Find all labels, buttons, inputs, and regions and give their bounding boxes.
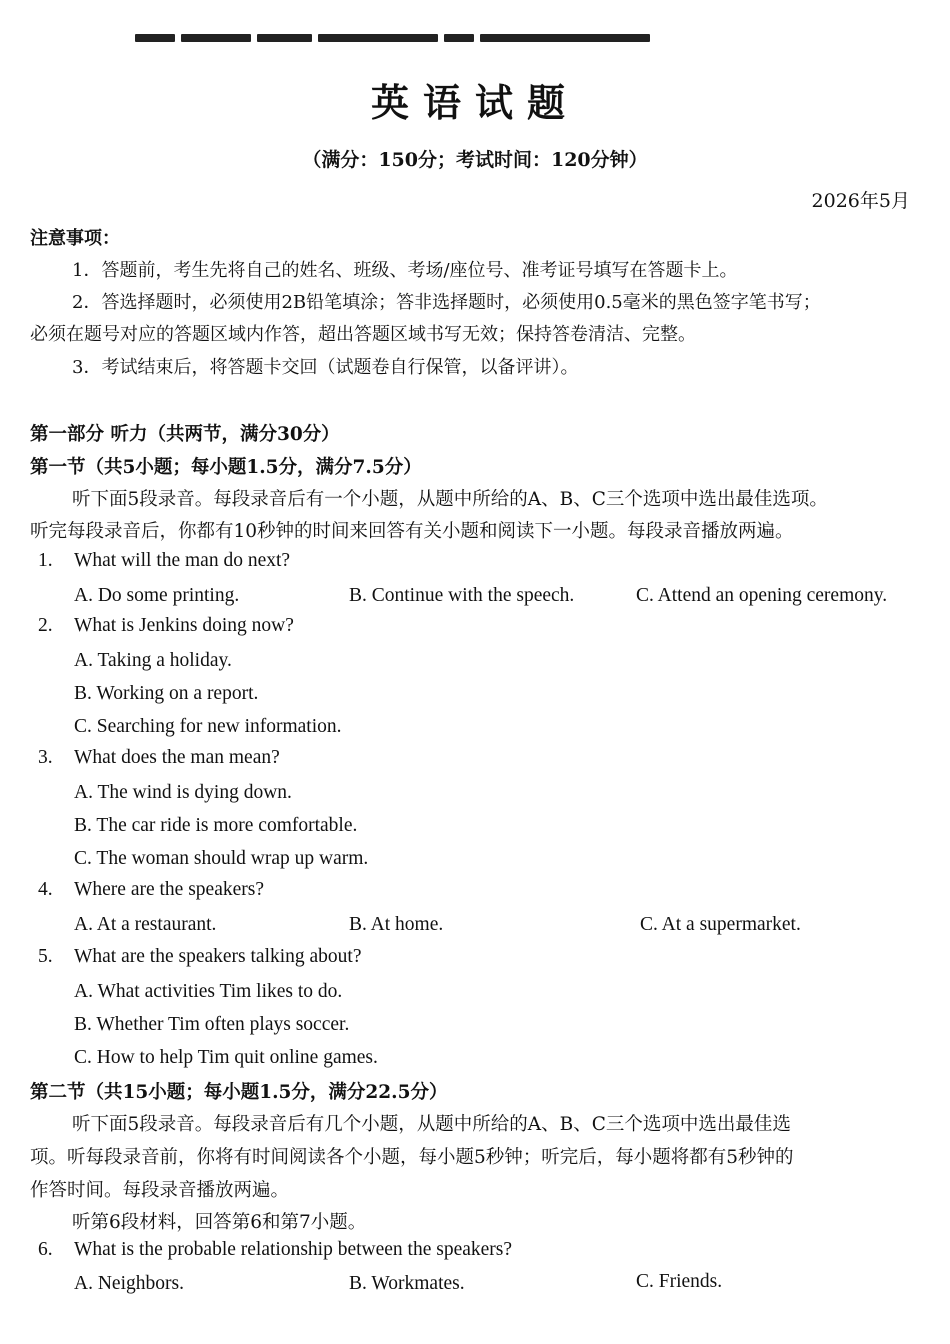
notice-heading: 注意事项：	[30, 228, 120, 249]
option-a: A. Neighbors.	[74, 1273, 184, 1294]
option-b: B. Continue with the speech.	[349, 585, 575, 606]
notice-item-2: 2．答选择题时，必须使用2B铅笔填涂；答非选择题时，必须使用0.5毫米的黑色签字笔书写；	[72, 292, 821, 313]
question-number: 3.	[38, 747, 53, 768]
option-c: C. Friends.	[636, 1271, 723, 1292]
question-number: 6.	[38, 1239, 53, 1260]
question-text: What are the speakers talking about?	[74, 946, 362, 967]
question-text: What does the man mean?	[74, 747, 280, 768]
option-c: C. Searching for new information.	[74, 716, 342, 737]
question-number: 4.	[38, 879, 53, 900]
section2-instruction-cont: 作答时间。每段录音播放两遍。	[30, 1180, 290, 1201]
section2-instruction-cont: 项。听每段录音前，你将有时间阅读各个小题，每小题5秒钟；听完后，每小题将都有5秒钟的	[30, 1147, 794, 1168]
question-text: What will the man do next?	[74, 550, 291, 571]
question-number: 5.	[38, 946, 53, 967]
option-b: B. Workmates.	[349, 1273, 465, 1294]
section2-heading: 第二节（共15小题；每小题1.5分，满分22.5分）	[30, 1082, 448, 1103]
option-a: A. The wind is dying down.	[74, 782, 292, 803]
exam-info: （满分：150分；考试时间：120分钟）	[302, 149, 648, 171]
question-number: 1.	[38, 550, 53, 571]
question-text: Where are the speakers?	[74, 879, 265, 900]
option-b: B. Working on a report.	[74, 683, 259, 704]
option-b: B. At home.	[349, 914, 444, 935]
option-b: B. Whether Tim often plays soccer.	[74, 1014, 350, 1035]
option-a: A. What activities Tim likes to do.	[74, 981, 343, 1002]
section1-instruction-cont: 听完每段录音后，你都有10秒钟的时间来回答有关小题和阅读下一小题。每段录音播放两遍。	[30, 521, 794, 542]
question-text: What is the probable relationship between the speakers?	[74, 1239, 513, 1260]
option-c: C. At a supermarket.	[640, 914, 801, 935]
part1-heading: 第一部分 听力（共两节，满分30分）	[30, 424, 340, 445]
question-number: 2.	[38, 615, 53, 636]
option-b: B. The car ride is more comfortable.	[74, 815, 358, 836]
option-a: A. At a restaurant.	[74, 914, 217, 935]
passage-note: 听第6段材料，回答第6和第7小题。	[72, 1212, 367, 1233]
section2-instruction: 听下面5段录音。每段录音后有几个小题，从题中所给的A、B、C三个选项中选出最佳选	[72, 1114, 791, 1135]
notice-item-2-cont: 必须在题号对应的答题区域内作答，超出答题区域书写无效；保持答卷清洁、完整。	[30, 324, 696, 345]
section1-heading: 第一节（共5小题；每小题1.5分，满分7.5分）	[30, 457, 422, 478]
option-c: C. How to help Tim quit online games.	[74, 1047, 378, 1068]
section1-instruction: 听下面5段录音。每段录音后有一个小题，从题中所给的A、B、C三个选项中选出最佳选项。	[72, 489, 828, 510]
notice-item-1: 1．答题前，考生先将自己的姓名、班级、考场/座位号、准考证号填写在答题卡上。	[72, 260, 738, 281]
question-text: What is Jenkins doing now?	[74, 615, 294, 636]
exam-date: 2026年5月	[811, 190, 910, 212]
notice-item-3: 3．考试结束后，将答题卡交回（试题卷自行保管，以备评讲）。	[72, 357, 579, 378]
option-c: C. The woman should wrap up warm.	[74, 848, 369, 869]
page-title: 英语试题	[370, 80, 579, 125]
option-a: A. Do some printing.	[74, 585, 240, 606]
cropped-header-line	[135, 34, 695, 48]
option-a: A. Taking a holiday.	[74, 650, 232, 671]
option-c: C. Attend an opening ceremony.	[636, 585, 888, 606]
